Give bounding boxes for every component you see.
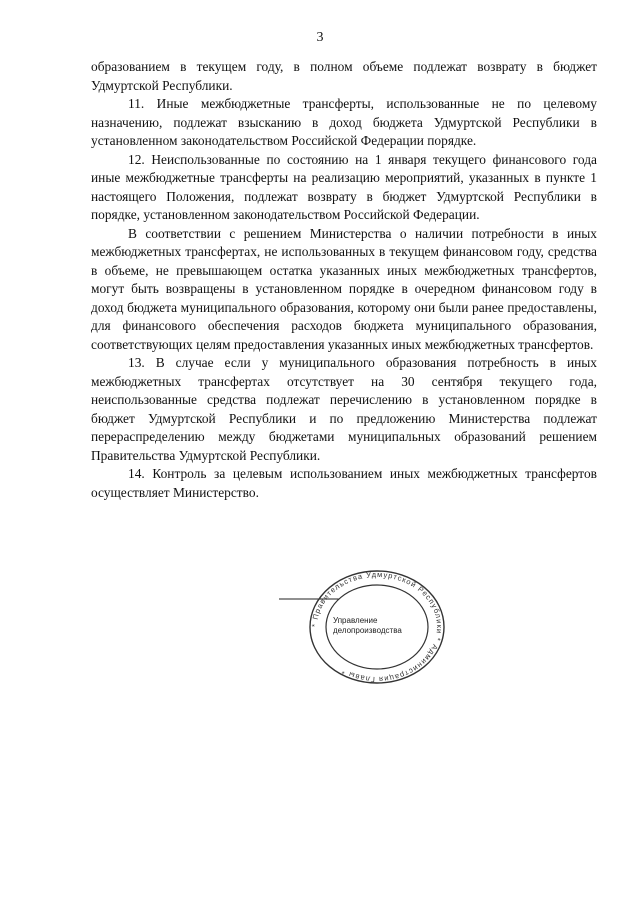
stamp-label-line1: Управление <box>333 616 378 625</box>
paragraph-11: 11. Иные межбюджетные трансферты, использованные не по целевому назначению, подлежат взысканию в доход бюджета Удмуртской Республики в установленном законодательством Российской Федерации порядке. <box>91 96 597 148</box>
document-body <box>91 58 597 502</box>
paragraph-12-refund: В соответствии с решением Министерства о наличии потребности в иных межбюджетных трансфертах, не использованных в текущем финансовом году, средства в объеме, не превышающем остатка указанных иных межбюджетных трансфертов, могут быть возвращены в установленном порядке в очередном финансовом году в доход бюджета муниципального образования, которому они были ранее предоставлены, для финансового обеспечения расходов бюджета муниципального образования, соответствующих целям предоставления указанных иных межбюджетных трансфертов. <box>91 225 597 352</box>
stamp-ring-text: * Правительства Удмуртской Республики * Администрация Главы * <box>309 569 445 685</box>
stamp-label-line2: делопроизводства <box>333 626 402 635</box>
page-number: 3 <box>316 30 324 45</box>
official-stamp <box>279 563 449 691</box>
stamp-label <box>333 616 421 636</box>
paragraph-continuation: образованием в текущем году, в полном объеме подлежат возврату в бюджет Удмуртской Республики. <box>91 59 597 93</box>
paragraph-13: 13. В случае если у муниципального образования потребность в иных межбюджетных трансфертах отсутствует на 30 сентября текущего года, неиспользованные средства подлежат перечислению в установленном порядке в бюджет Удмуртской Республики и по предложению Министерства подлежат перераспределению между бюджетами муниципальных образований решением Правительства Удмуртской Республики. <box>91 355 597 463</box>
paragraph-14: 14. Контроль за целевым использованием иных межбюджетных трансфертов осуществляет Министерство. <box>91 466 597 500</box>
paragraph-12: 12. Неиспользованные по состоянию на 1 января текущего финансового года иные межбюджетные трансферты на реализацию мероприятий, указанных в пункте 1 настоящего Положения, подлежат возврату в бюджет Удмуртской Республики в порядке, установленном законодательством Российской Федерации. <box>91 151 597 222</box>
